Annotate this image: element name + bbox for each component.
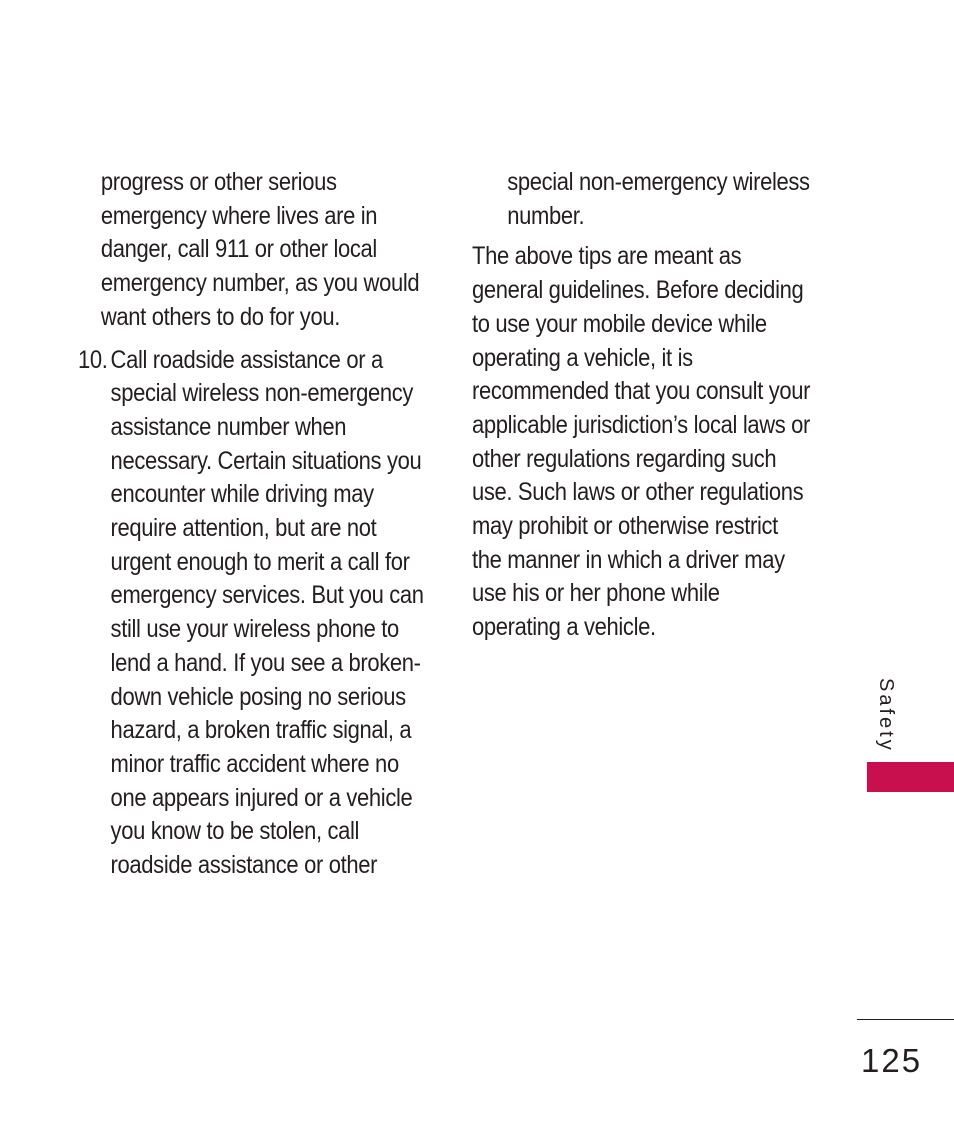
list-item-text: Call roadside assistance or a special wireless non-emergency assistance number when necessary. Certain situations you encounter while driving may require attention, but are not urgent enough to merit a call for emergency services. But you can still use your wireless phone to lend a hand. If you see a broken-down vehicle posing no serious hazard, a broken traffic signal, a minor traffic accident where no one appears injured or a vehicle you know to be stolen, call roadside assistance or other <box>110 345 424 880</box>
right-continuation-text: special non-emergency wireless number. <box>507 168 810 230</box>
list-item-10 <box>78 344 430 883</box>
left-continuation-text: progress or other serious emergency where lives are in danger, call 911 or other local emergency number, as you would want others to do for you. <box>100 168 420 331</box>
list-item-number: 10. <box>78 345 108 374</box>
guidelines-paragraph: The above tips are meant as general guidelines. Before deciding to use your mobile device while operating a vehicle, it is recommended that you consult your applicable jurisdiction’s local laws or other regulations regarding such use. Such laws or other regulations may prohibit or otherwise restrict the manner in which a driver may use his or her phone while operating a vehicle. <box>472 242 811 642</box>
page-number-rule <box>857 1019 954 1020</box>
left-column <box>78 166 430 883</box>
right-column <box>472 166 811 645</box>
section-tab-marker <box>867 762 954 792</box>
page-number: 125 <box>861 1042 923 1079</box>
section-label: Safety <box>875 678 897 753</box>
